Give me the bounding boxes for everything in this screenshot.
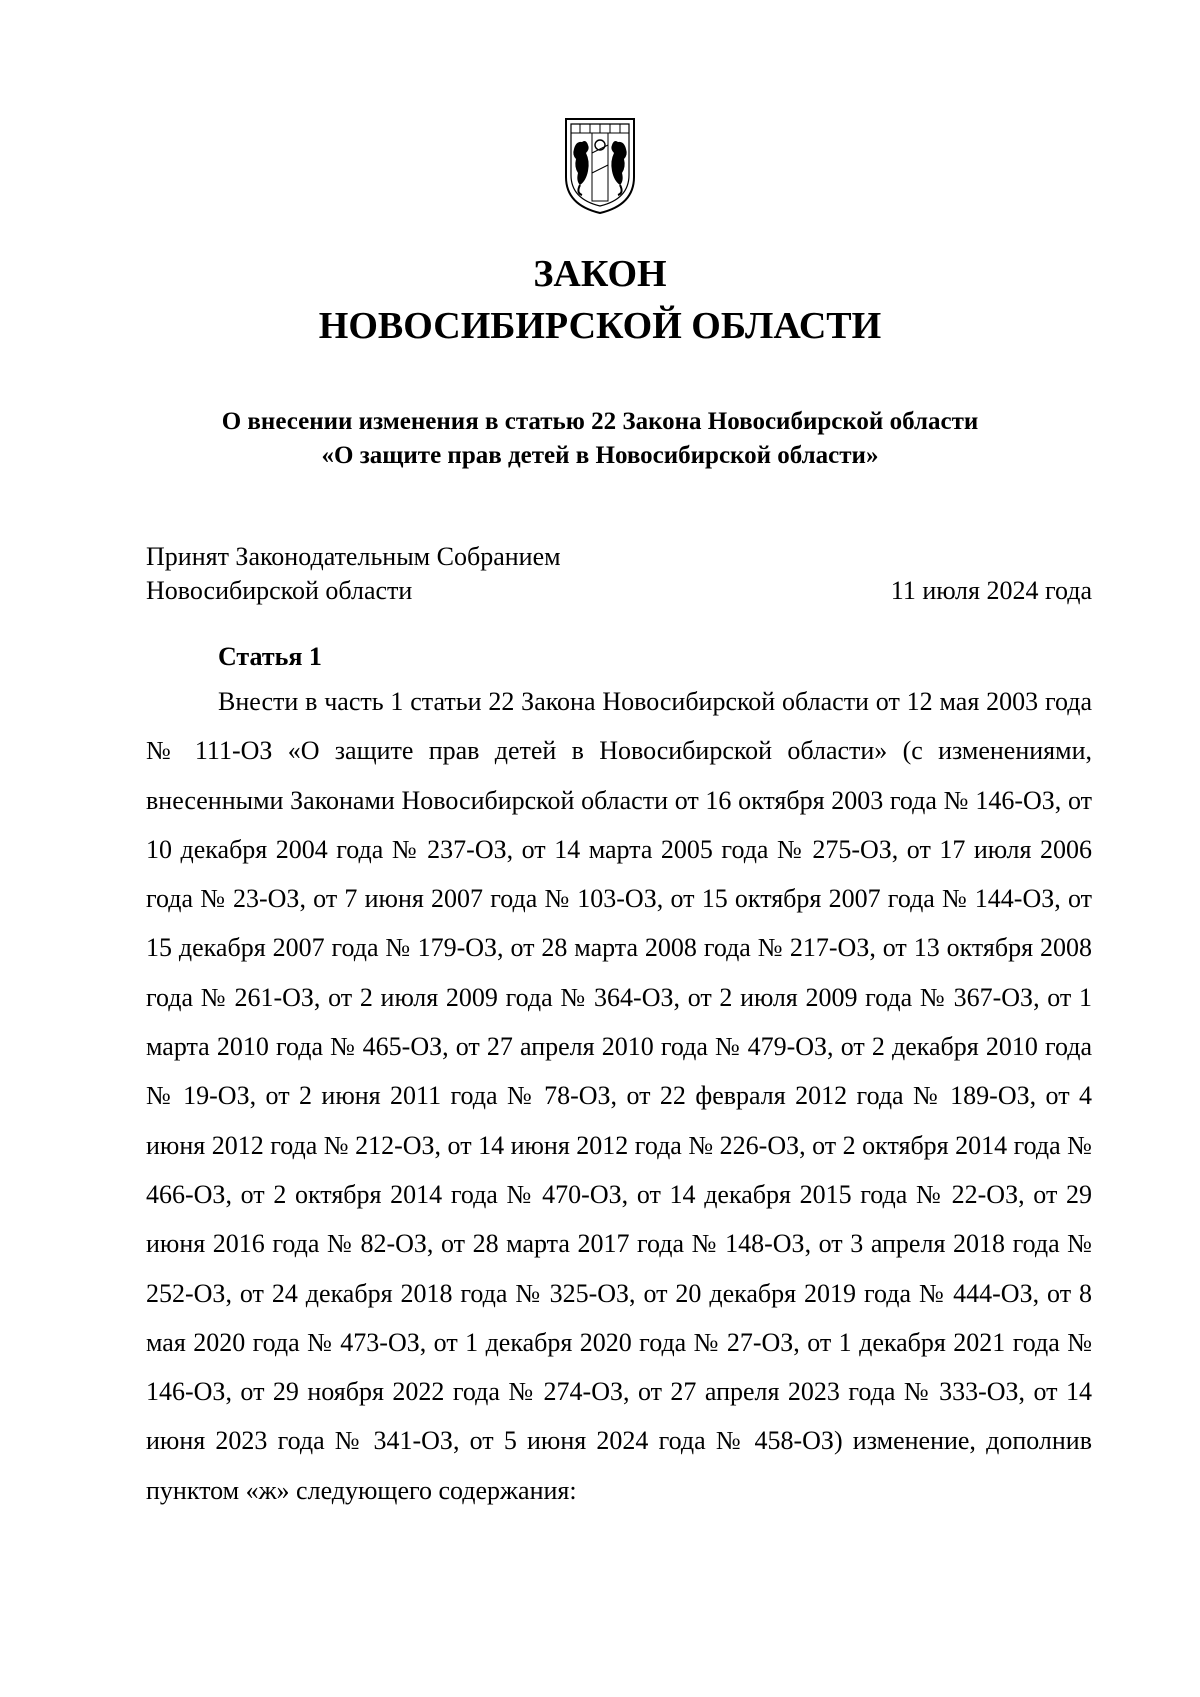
adoption-date: 11 июля 2024 года bbox=[890, 576, 1092, 605]
law-subtitle-line-1: О внесении изменения в статью 22 Закона Новосибирской области bbox=[221, 408, 979, 435]
article-body: Внести в часть 1 статьи 22 Закона Новосибирской области от 12 мая 2003 года № 111-ОЗ «О защите прав детей в Новосибирской области» (с изменениями, внесенными Законами Новосибирской области от 16 октября 2003 года № 146-ОЗ, от 10 декабря 2004 года № 237-ОЗ, от 14 марта 2005 года № 275-ОЗ, от 17 июля 2006 года № 23-ОЗ, от 7 июня 2007 года № 103-ОЗ, от 15 октября 2007 года № 144-ОЗ, от 15 декабря 2007 года № 179-ОЗ, от 28 марта 2008 года № 217-ОЗ, от 13 октября 2008 года № 261-ОЗ, от 2 июля 2009 года № 364-ОЗ, от 2 июля 2009 года № 367-ОЗ, от 1 марта 2010 года № 465-ОЗ, от 27 апреля 2010 года № 479-ОЗ, от 2 декабря 2010 года № 19-ОЗ, от 2 июня 2011 года № 78-ОЗ, от 22 февраля 2012 года № 189-ОЗ, от 4 июня 2012 года № 212-ОЗ, от 14 июня 2012 года № 226-ОЗ, от 2 октября 2014 года № 466-ОЗ, от 2 октября 2014 года № 470-ОЗ, от 14 декабря 2015 года № 22-ОЗ, от 29 июня 2016 года № 82-ОЗ, от 28 марта 2017 года № 148-ОЗ, от 3 апреля 2018 года № 252-ОЗ, от 24 декабря 2018 года № 325-ОЗ, от 20 декабря 2019 года № 444-ОЗ, от 8 мая 2020 года № 473-ОЗ, от 1 декабря 2020 года № 27-ОЗ, от 1 декабря 2021 года № 146-ОЗ, от 29 ноября 2022 года № 274-ОЗ, от 27 апреля 2023 года № 333-ОЗ, от 14 июня 2023 года № 341-ОЗ, от 5 июня 2024 года № 458-ОЗ) изменение, дополнив пунктом «ж» следующего содержания: bbox=[146, 687, 1092, 1505]
law-title-line-1: ЗАКОН bbox=[533, 253, 667, 295]
adoption-line-1: Принят Законодательным Собранием bbox=[146, 542, 561, 571]
adoption-line-2: Новосибирской области bbox=[146, 576, 413, 605]
law-subtitle bbox=[0, 405, 1200, 473]
law-title-line-2: НОВОСИБИРСКОЙ ОБЛАСТИ bbox=[318, 305, 882, 347]
law-subtitle-line-2: «О защите прав детей в Новосибирской области» bbox=[321, 442, 879, 469]
law-title bbox=[0, 248, 1200, 352]
article-heading: Статья 1 bbox=[218, 642, 322, 671]
novosibirsk-coat-of-arms-icon bbox=[562, 115, 638, 215]
adoption-statement bbox=[146, 540, 561, 608]
